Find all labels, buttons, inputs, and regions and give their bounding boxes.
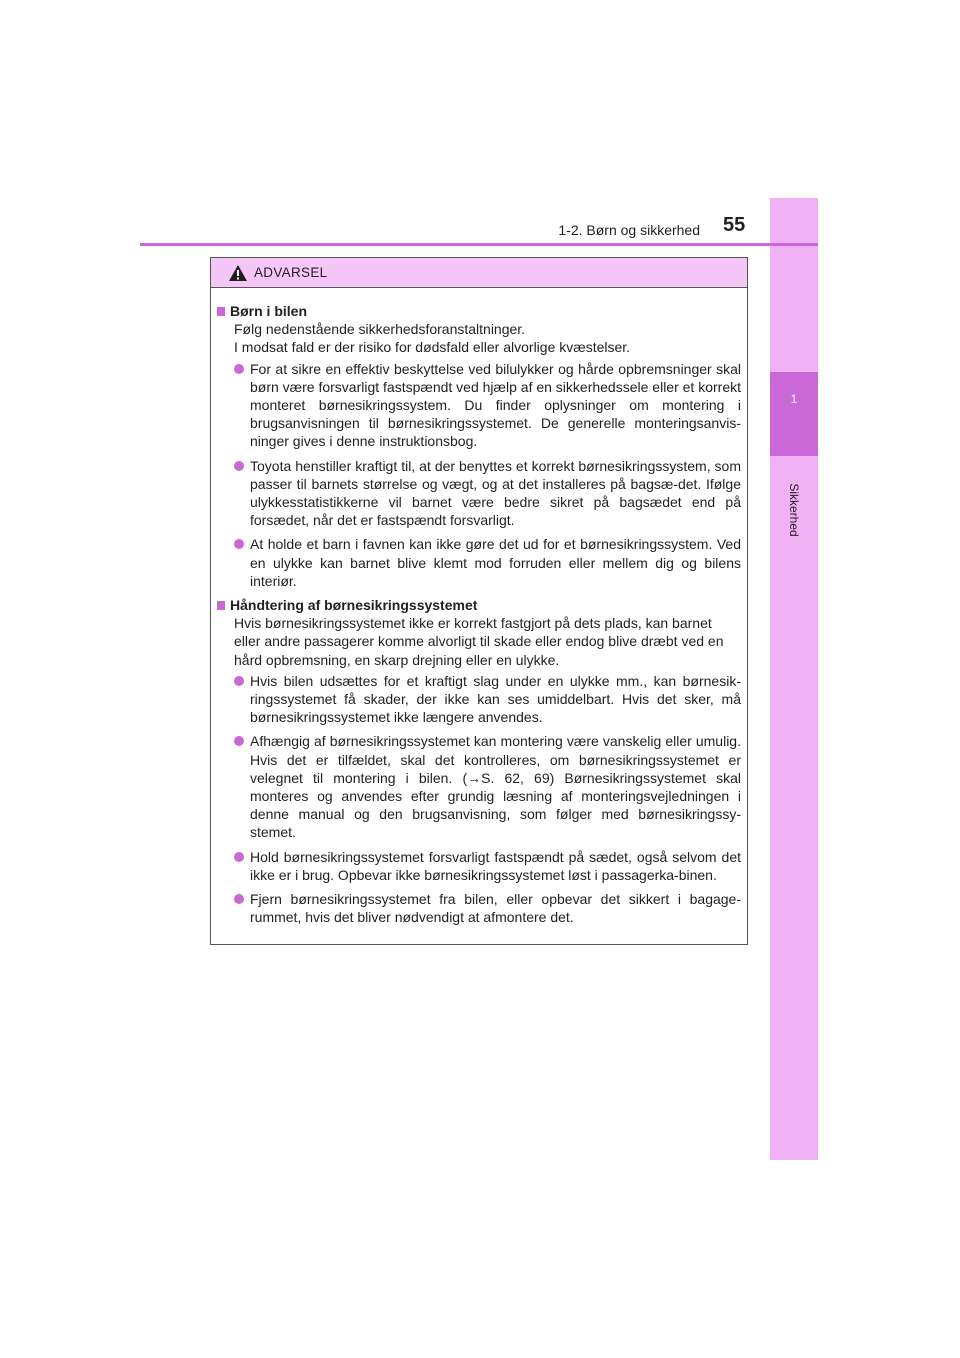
list-item-text: Afhængig af børnesikringssystemet kan montering være vanskelig eller umulig. Hvis det er tilfældet, skal det kontrolleres, om børnesikringssystemet er velegnet til montering i bilen. (→S. 62, 69) Børnesikringssystemet skal monteres og anvendes efter grundig læsning af monteringsvejledningen i denne manual og den brugsanvisning, som følger med børnesikringssy-stemet. xyxy=(250,733,741,841)
square-bullet-icon xyxy=(217,601,225,610)
warning-section-child-restraint-handling xyxy=(217,596,741,926)
list-item-text: Fjern børnesikringssystemet fra bilen, eller opbevar det sikkert i bagage-rummet, hvis det bliver nødvendigt at afmontere det. xyxy=(250,891,741,926)
warning-body xyxy=(211,288,747,927)
side-tab-strip xyxy=(770,198,818,1160)
section-heading-text: Børn i bilen xyxy=(230,303,307,319)
side-tab-chapter-label: Sikkerhed xyxy=(787,483,801,537)
warning-header xyxy=(211,258,747,288)
list-item-text: Hvis bilen udsættes for et kraftigt slag under en ulykke mm., kan børnesik-ringssystemet få skader, der ikke kan ses umiddelbart. Hvis det sker, må børnesikringssystemet ikke længere anvendes. xyxy=(250,672,741,726)
section-heading-text: Håndtering af børnesikringssystemet xyxy=(230,597,478,614)
warning-title: ADVARSEL xyxy=(254,265,328,280)
warning-section-children-in-car xyxy=(217,302,741,590)
round-bullet-icon xyxy=(234,364,244,374)
header-rule xyxy=(140,243,818,246)
round-bullet-icon xyxy=(234,736,244,746)
list-item-text: For at sikre en effektiv beskyttelse ved bilulykker og hårde opbremsninger skal børn være forsvarligt fastspændt ved hjælp af en sikkerhedssele eller et korrekt monteret børnesikringssystem. Du finder oplysninger om montering i brugsanvisningen til børnesikringssystemet. De generelle monteringsanvis-ninger gives i denne instruktionsbog. xyxy=(250,360,741,450)
side-tab-chapter-number: 1 xyxy=(790,392,798,406)
list-item xyxy=(217,890,741,926)
list-item xyxy=(217,360,741,451)
warning-box xyxy=(210,257,748,945)
warning-triangle-icon xyxy=(228,264,248,282)
round-bullet-icon xyxy=(234,539,244,549)
list-item xyxy=(217,672,741,727)
side-tab-chapter-marker xyxy=(770,372,818,456)
list-item-text: Hold børnesikringssystemet forsvarligt fastspændt på sædet, også selvom det ikke er i brug. Opbevar ikke børnesikringssystemet løst i passagerka-binen. xyxy=(250,848,741,883)
section-intro: Hvis børnesikringssystemet ikke er korrekt fastgjort på dets plads, kan barnet eller andre passagerer komme alvorligt til skade eller endog blive dræbt ved en hård opbremsning, en skarp drejning eller en ulykke. xyxy=(234,615,724,668)
list-item xyxy=(217,848,741,884)
round-bullet-icon xyxy=(234,894,244,904)
section-title: 1-2. Børn og sikkerhed xyxy=(558,222,700,238)
section-heading xyxy=(217,302,741,320)
square-bullet-icon xyxy=(217,307,225,316)
list-item xyxy=(217,732,741,841)
list-item-text: At holde et barn i favnen kan ikke gøre det ud for et børnesikringssystem. Ved en ulykke kan barnet blive klemt mod forruden eller mellem dig og bilens interiør. xyxy=(250,536,741,589)
section-heading xyxy=(217,596,741,614)
list-item-text: Toyota henstiller kraftigt til, at der benyttes et korrekt børnesikringssystem, som passer til barnets størrelse og vægt, og at det installeres på bagsæ-det. Ifølge ulykkesstatistikkerne vil barnet være bedre sikret på bagsædet end på forsædet, når det er fastspændt forsvarligt. xyxy=(250,457,741,529)
round-bullet-icon xyxy=(234,676,244,686)
page-number: 55 xyxy=(723,214,746,236)
list-item xyxy=(217,457,741,530)
list-item xyxy=(217,535,741,590)
round-bullet-icon xyxy=(234,461,244,471)
section-intro: Følg nedenstående sikkerhedsforanstaltninger. I modsat fald er der risiko for dødsfald eller alvorlige kvæstelser. xyxy=(234,321,631,356)
round-bullet-icon xyxy=(234,852,244,862)
